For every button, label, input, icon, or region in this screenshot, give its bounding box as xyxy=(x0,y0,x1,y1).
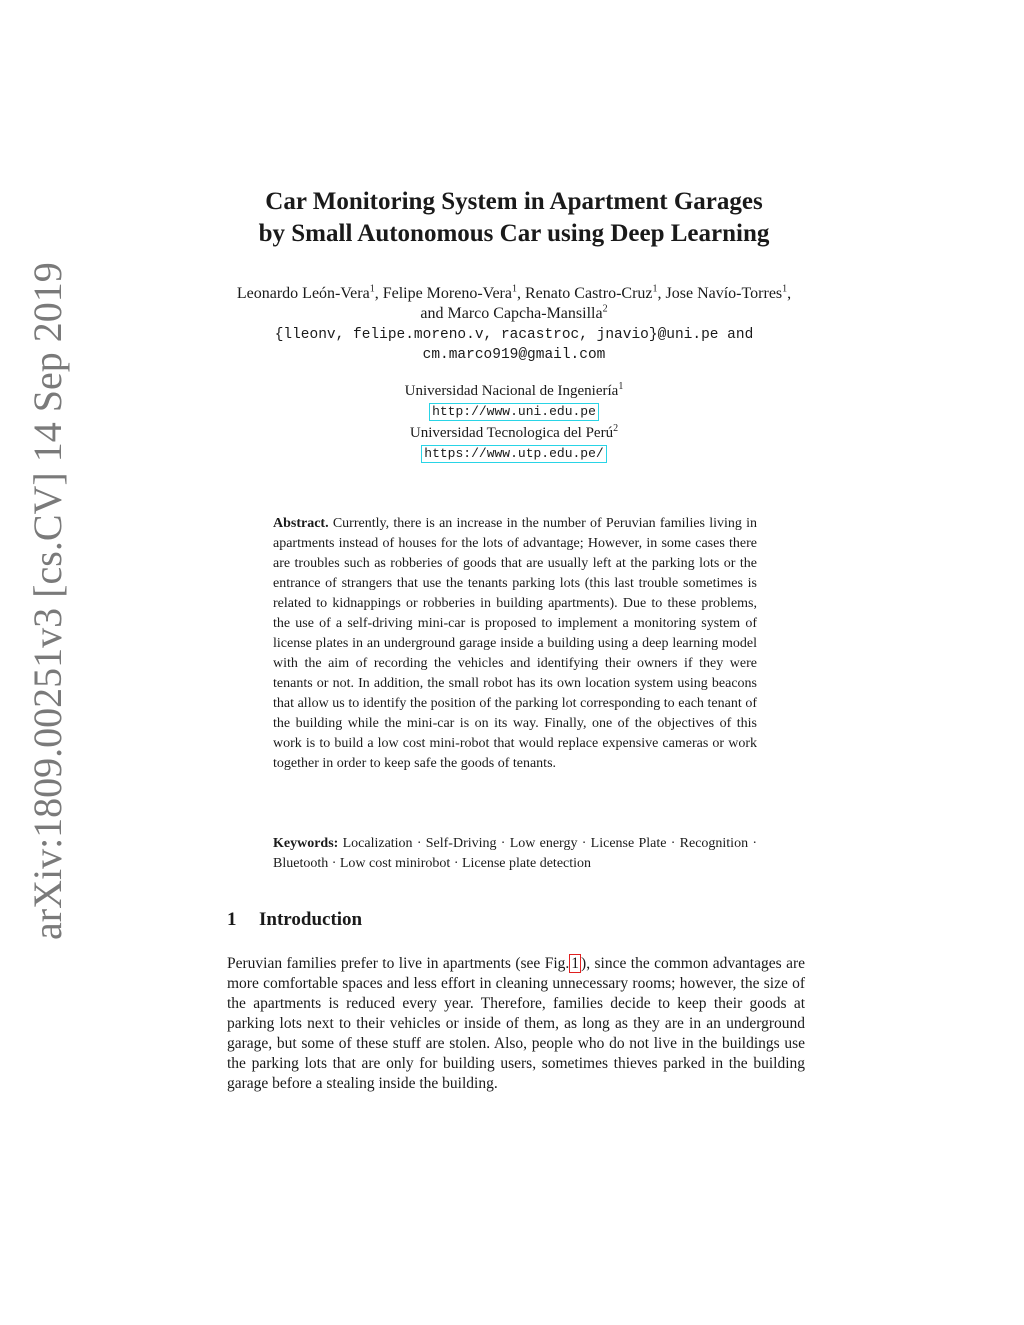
keywords-text: Localization · Self-Driving · Low energy · License Plate · Recognition · Bluetooth · Low cost minirobot · License plate detection xyxy=(273,836,758,871)
affiliation-url-link[interactable]: http://www.uni.edu.pe xyxy=(429,403,599,421)
keywords xyxy=(273,834,757,874)
abstract xyxy=(273,514,757,774)
author-emails xyxy=(230,325,798,365)
figure-reference-link[interactable]: 1 xyxy=(571,955,580,972)
affiliation-2 xyxy=(230,423,798,443)
affiliation-mark: 1 xyxy=(652,283,658,295)
abstract-label: Abstract. xyxy=(273,516,329,531)
author-name: Jose Navío-Torres xyxy=(665,285,783,302)
author-name: Leonardo León-Vera xyxy=(236,285,370,302)
affiliation-1 xyxy=(230,381,798,401)
affiliations xyxy=(230,381,798,465)
section-heading xyxy=(227,908,807,932)
intro-text-start: Peruvian families prefer to live in apartments (see Fig. xyxy=(227,955,570,972)
section-title: Introduction xyxy=(259,909,363,930)
affiliation-mark: 2 xyxy=(602,303,608,315)
keywords-label: Keywords: xyxy=(273,836,339,851)
affiliation-mark: 1 xyxy=(618,381,624,392)
author-separator: , xyxy=(374,285,383,302)
author-separator: , xyxy=(657,285,666,302)
introduction-paragraph xyxy=(227,954,805,1094)
affiliation-name: Universidad Nacional de Ingeniería xyxy=(404,383,619,399)
author-list xyxy=(230,284,798,324)
author-name: Marco Capcha-Mansilla xyxy=(447,305,603,322)
affiliation-mark: 2 xyxy=(613,423,619,434)
affiliation-mark: 1 xyxy=(511,283,517,295)
title-line-1: Car Monitoring System in Apartment Garages xyxy=(265,188,763,215)
abstract-text: Currently, there is an increase in the number of Peruvian families living in apartments instead of houses for the lots of advantage; However, in some cases there are troubles such as robberies of goods that are usually left at the parking lots or the entrance of strangers that use the tenants parking lots (this last trouble sometimes is related to kidnappings or robberies in building apartments). Due to these problems, the use of a self-driving mini-car is proposed to implement a monitoring system of license plates in an underground garage inside a building using a deep learning model with the aim of recording the vehicles and identifying their owners if they were tenants or not. In addition, the small robot has its own location system using beacons that allow us to identify the position of the parking lot corresponding to each tenant of the building while the mini-car is on its way. Finally, one of the objectives of this work is to build a low cost mini-robot that would replace expensive cameras or work together in order to keep safe the goods of tenants. xyxy=(273,516,758,771)
email-line-1: {lleonv, felipe.moreno.v, racastroc, jnavio}@uni.pe and xyxy=(274,327,754,343)
email-line-2: cm.marco919@gmail.com xyxy=(422,347,606,363)
affiliation-name: Universidad Tecnologica del Perú xyxy=(409,425,614,441)
affiliation-mark: 1 xyxy=(369,283,375,295)
title-line-2: by Small Autonomous Car using Deep Learning xyxy=(258,220,770,247)
author-separator: , xyxy=(516,285,525,302)
author-name: Renato Castro-Cruz xyxy=(524,285,653,302)
paper-title xyxy=(200,186,828,250)
arxiv-identifier-text: arXiv:1809.00251v3 [cs.CV] 14 Sep 2019 xyxy=(25,262,70,940)
affiliation-url-link[interactable]: https://www.utp.edu.pe/ xyxy=(421,445,606,463)
intro-text-rest: ), since the common advantages are more comfortable spaces and less effort in cleaning unnecessary rooms; however, the size of the apartments is reduced every year. Therefore, families decide to keep their goods at parking lots next to their vehicles or inside of them, as long as they are in an underground garage, but some of these stuff are stolen. Also, people who do not live in the buildings use the parking lots that are only for building users, sometimes thieves parked in the building garage before a stealing inside the building. xyxy=(227,955,805,1092)
section-number: 1 xyxy=(227,909,237,930)
affiliation-mark: 1 xyxy=(782,283,788,295)
author-separator: , and xyxy=(420,285,792,322)
author-name: Felipe Moreno-Vera xyxy=(382,285,512,302)
